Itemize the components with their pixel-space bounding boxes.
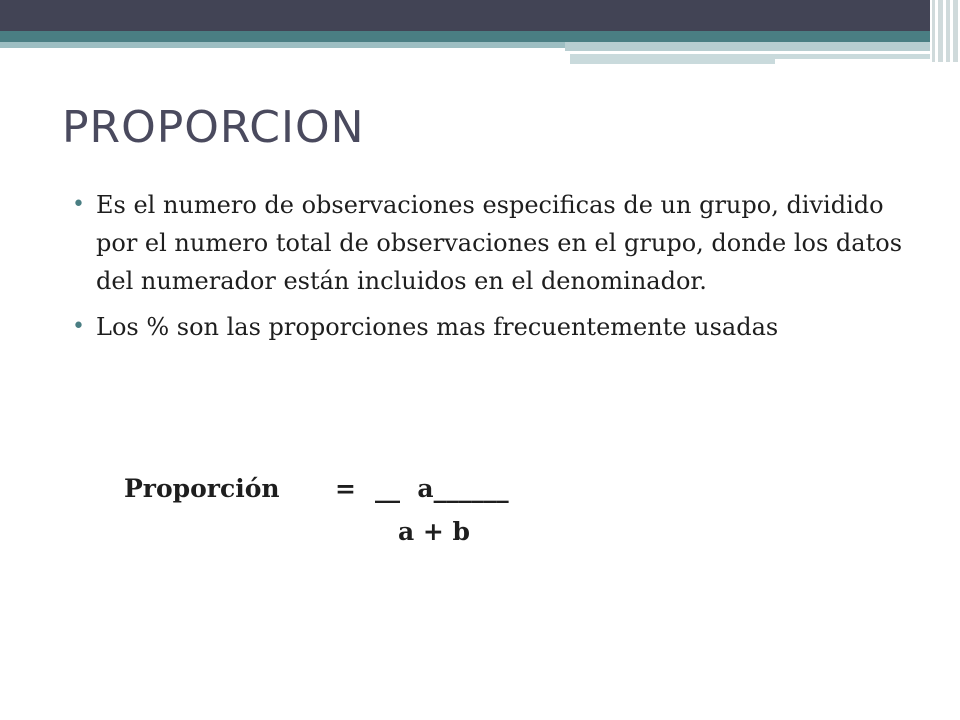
bullet-list <box>70 186 910 354</box>
slide-title: PROPORCION <box>62 102 365 153</box>
header-light-stripe <box>0 42 565 48</box>
bullet-item <box>70 186 910 300</box>
bullet-text: Es el numero de observaciones especificas de un grupo, dividido por el numero total de observaciones en el grupo, donde los datos del numerador están incluidos en el denominador. <box>96 191 903 295</box>
header-light-stripe <box>775 54 930 59</box>
header-light-stripe <box>565 42 930 51</box>
bullet-item <box>70 308 910 346</box>
formula-denominator: a + b <box>398 517 471 546</box>
formula-equals: = <box>335 474 356 503</box>
header-vertical-bars <box>930 0 960 62</box>
bullet-dot-icon: • <box>72 314 85 339</box>
header-teal-stripe <box>0 31 930 42</box>
bullet-text: Los % son las proporciones mas frecuentemente usadas <box>96 313 779 341</box>
header-dark-stripe <box>0 0 930 31</box>
formula-label: Proporción <box>124 474 280 503</box>
bullet-dot-icon: • <box>72 192 85 217</box>
formula-numerator: __ a______ <box>375 474 509 503</box>
header-light-stripe <box>570 54 775 64</box>
